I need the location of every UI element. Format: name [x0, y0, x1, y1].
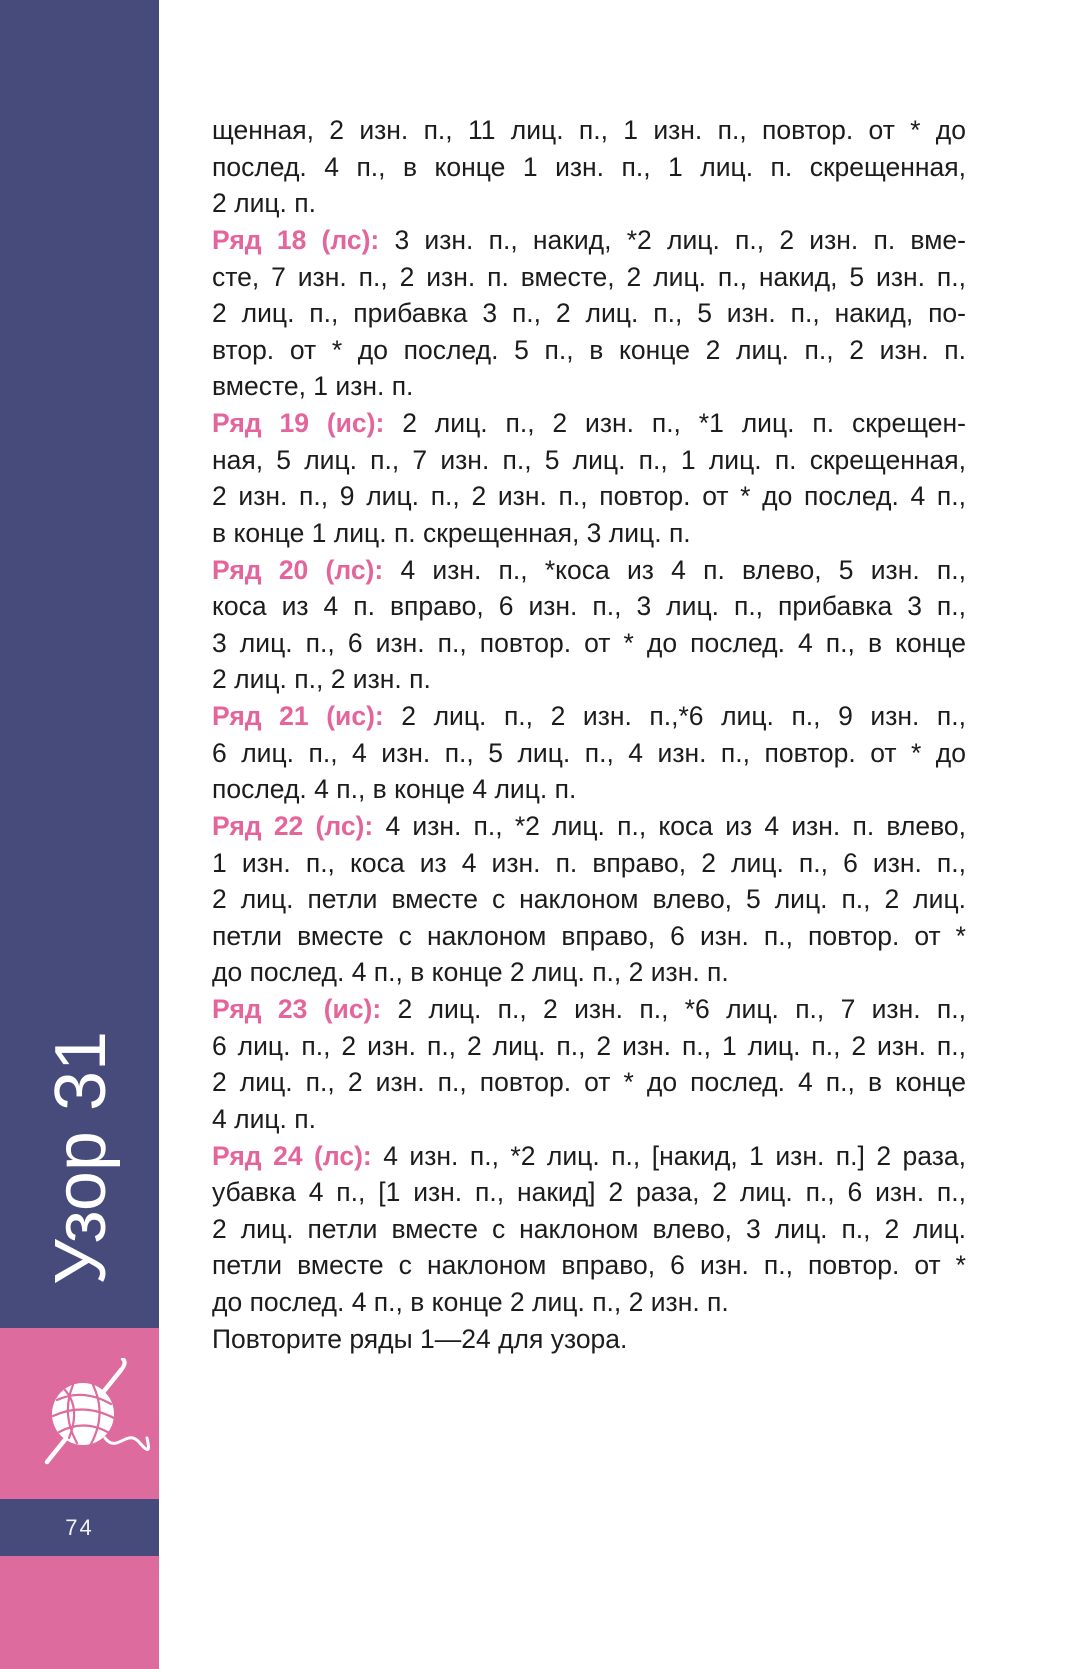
row-text: 2 лиц. п., 2 изн. п., *6 лиц. п., 7 изн. п., — [397, 994, 966, 1024]
text-line: ная, 5 лиц. п., 7 изн. п., 5 лиц. п., 1 лиц. п. скрещенная, — [212, 444, 966, 475]
row-paragraph — [212, 698, 966, 808]
text-line: 2 лиц. п., 2 изн. п., повтор. от * до послед. 4 п., в конце — [212, 1067, 966, 1098]
text-line: 2 лиц. петли вместе с наклоном влево, 3 лиц. п., 2 лиц. — [212, 1213, 966, 1244]
text-line: сте, 7 изн. п., 2 изн. п. вместе, 2 лиц. п., накид, 5 изн. п., — [212, 261, 966, 292]
text-line: в конце 1 лиц. п. скрещенная, 3 лиц. п. — [212, 517, 691, 548]
text-line: 2 изн. п., 9 лиц. п., 2 изн. п., повтор. от * до послед. 4 п., — [212, 481, 966, 512]
text-line — [212, 1138, 966, 1175]
row-paragraph — [212, 222, 966, 405]
text-line: 6 лиц. п., 4 изн. п., 5 лиц. п., 4 изн. п., повтор. от * до — [212, 737, 966, 768]
text-line: 2 лиц. петли вместе с наклоном влево, 5 лиц. п., 2 лиц. — [212, 884, 966, 915]
text-line: щенная, 2 изн. п., 11 лиц. п., 1 изн. п., повтор. от * до — [212, 115, 966, 145]
row-label: Ряд 21 (ис): — [212, 701, 384, 731]
text-line: петли вместе с наклоном вправо, 6 изн. п., повтор. от * — [212, 1250, 966, 1281]
row-text: 4 изн. п., *2 лиц. п., коса из 4 изн. п. влево, — [385, 810, 966, 841]
text-line: 4 лиц. п. — [212, 1103, 316, 1134]
text-line: 6 лиц. п., 2 изн. п., 2 лиц. п., 2 изн. п., 1 лиц. п., 2 изн. п., — [212, 1030, 966, 1061]
row-label: Ряд 23 (ис): — [212, 994, 382, 1024]
row-label: Ряд 22 (лс): — [212, 810, 374, 841]
text-line — [212, 698, 966, 735]
text-line: Повторите ряды 1—24 для узора. — [212, 1323, 628, 1354]
text-line: 2 лиц. п. — [212, 188, 316, 219]
row-text: 4 изн. п., *коса из 4 п. влево, 5 изн. п., — [400, 554, 966, 585]
text-line: петли вместе с наклоном вправо, 6 изн. п., повтор. от * — [212, 920, 966, 951]
row-paragraph — [212, 808, 966, 991]
text-line: послед. 4 п., в конце 4 лиц. п. — [212, 774, 577, 805]
yarn-ball-crochet-hook-icon — [35, 1358, 150, 1470]
text-line: до послед. 4 п., в конце 2 лиц. п., 2 изн. п. — [212, 957, 729, 988]
text-line: 3 лиц. п., 6 изн. п., повтор. от * до послед. 4 п., в конце — [212, 627, 966, 658]
text-line — [212, 405, 966, 442]
text-line: послед. 4 п., в конце 1 изн. п., 1 лиц. п. скрещенная, — [212, 151, 966, 182]
row-label: Ряд 19 (ис): — [212, 408, 385, 438]
row-paragraph — [212, 1138, 966, 1321]
closing-paragraph — [212, 1321, 966, 1358]
text-line: вместе, 1 изн. п. — [212, 371, 414, 402]
continuation-paragraph — [212, 112, 966, 222]
row-label: Ряд 24 (лс): — [212, 1140, 372, 1171]
text-line — [212, 222, 966, 259]
text-line: коса из 4 п. вправо, 6 изн. п., 3 лиц. п., прибавка 3 п., — [212, 591, 966, 622]
row-text: 4 изн. п., *2 лиц. п., [накид, 1 изн. п.] 2 раза, — [383, 1140, 966, 1171]
row-label: Ряд 18 (лс): — [212, 224, 380, 255]
pattern-instructions — [212, 112, 966, 1357]
text-line: 2 лиц. п., прибавка 3 п., 2 лиц. п., 5 изн. п., накид, по- — [212, 298, 966, 329]
text-line: до послед. 4 п., в конце 2 лиц. п., 2 изн. п. — [212, 1287, 729, 1317]
pattern-title: Узор 31 — [41, 1030, 121, 1286]
sidebar-bottom-panel — [0, 1556, 159, 1669]
row-text: 2 лиц. п., 2 изн. п., *1 лиц. п. скрещен- — [402, 408, 966, 438]
text-line: втор. от * до послед. 5 п., в конце 2 лиц. п., 2 изн. п. — [212, 334, 966, 365]
text-line: 1 изн. п., коса из 4 изн. п. вправо, 2 лиц. п., 6 изн. п., — [212, 847, 966, 878]
text-line: 2 лиц. п., 2 изн. п. — [212, 664, 431, 695]
row-paragraph — [212, 552, 966, 699]
text-line — [212, 552, 966, 589]
text-line — [212, 991, 966, 1028]
row-label: Ряд 20 (лс): — [212, 554, 384, 585]
row-text: 2 лиц. п., 2 изн. п.,*6 лиц. п., 9 изн. п., — [401, 701, 966, 731]
text-line: убавка 4 п., [1 изн. п., накид] 2 раза, 2 лиц. п., 6 изн. п., — [212, 1177, 966, 1208]
page-number: 74 — [65, 1515, 94, 1540]
row-text: 3 изн. п., накид, *2 лиц. п., 2 изн. п. вме- — [394, 224, 966, 255]
row-paragraph — [212, 991, 966, 1138]
text-line — [212, 808, 966, 845]
row-paragraph — [212, 405, 966, 552]
